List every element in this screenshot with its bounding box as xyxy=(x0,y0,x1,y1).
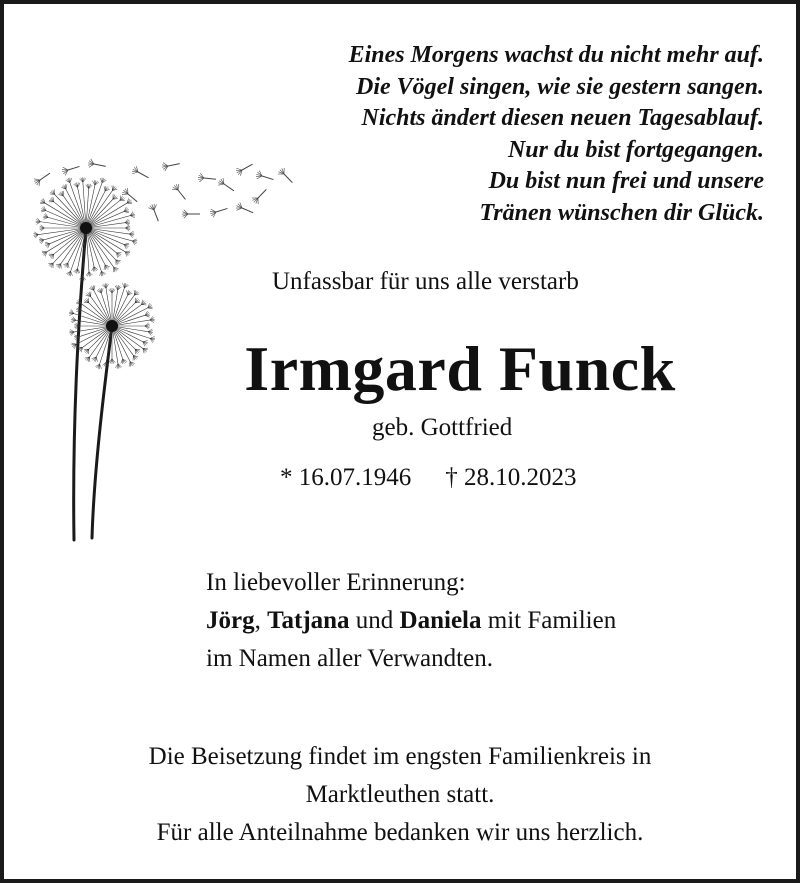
poem-line: Eines Morgens wachst du nicht mehr auf. xyxy=(348,42,764,68)
poem-line: Du bist nun frei und unsere xyxy=(488,168,764,194)
birth-date: * 16.07.1946 xyxy=(280,464,412,491)
separator: und xyxy=(349,607,400,634)
poem-line: Nur du bist fortgegangen. xyxy=(507,136,764,163)
burial-notice-line: Die Beisetzung findet im engsten Familienkreis in xyxy=(148,743,652,770)
poem-line: Tränen wünschen dir Glück. xyxy=(479,199,764,226)
mourners-names xyxy=(206,602,616,640)
poem-line: Die Vögel singen, wie sie gestern sangen. xyxy=(355,73,764,100)
death-intro: Unfassbar für uns alle verstarb xyxy=(272,268,579,295)
life-dates xyxy=(280,464,577,492)
mourner-name: Daniela xyxy=(399,607,482,634)
mourners-relatives: im Namen aller Verwandten. xyxy=(206,645,493,672)
burial-notice-line: Marktleuthen statt. xyxy=(305,781,495,808)
maiden-name: geb. Gottfried xyxy=(372,414,513,441)
deceased-name: Irmgard Funck xyxy=(244,333,676,404)
separator: , xyxy=(254,607,268,634)
mourners-suffix: mit Familien xyxy=(481,607,617,634)
mourners-block xyxy=(206,564,616,678)
poem-line: Nichts ändert diesen neuen Tagesablauf. xyxy=(361,105,764,131)
poem xyxy=(349,40,764,229)
closing-block xyxy=(0,738,800,852)
death-date: † 28.10.2023 xyxy=(445,464,577,491)
thanks-line: Für alle Anteilnahme bedanken wir uns herzlich. xyxy=(156,819,644,846)
mourner-name: Tatjana xyxy=(267,607,350,634)
memory-heading: In liebevoller Erinnerung: xyxy=(206,569,466,596)
mourner-name: Jörg xyxy=(206,607,255,634)
